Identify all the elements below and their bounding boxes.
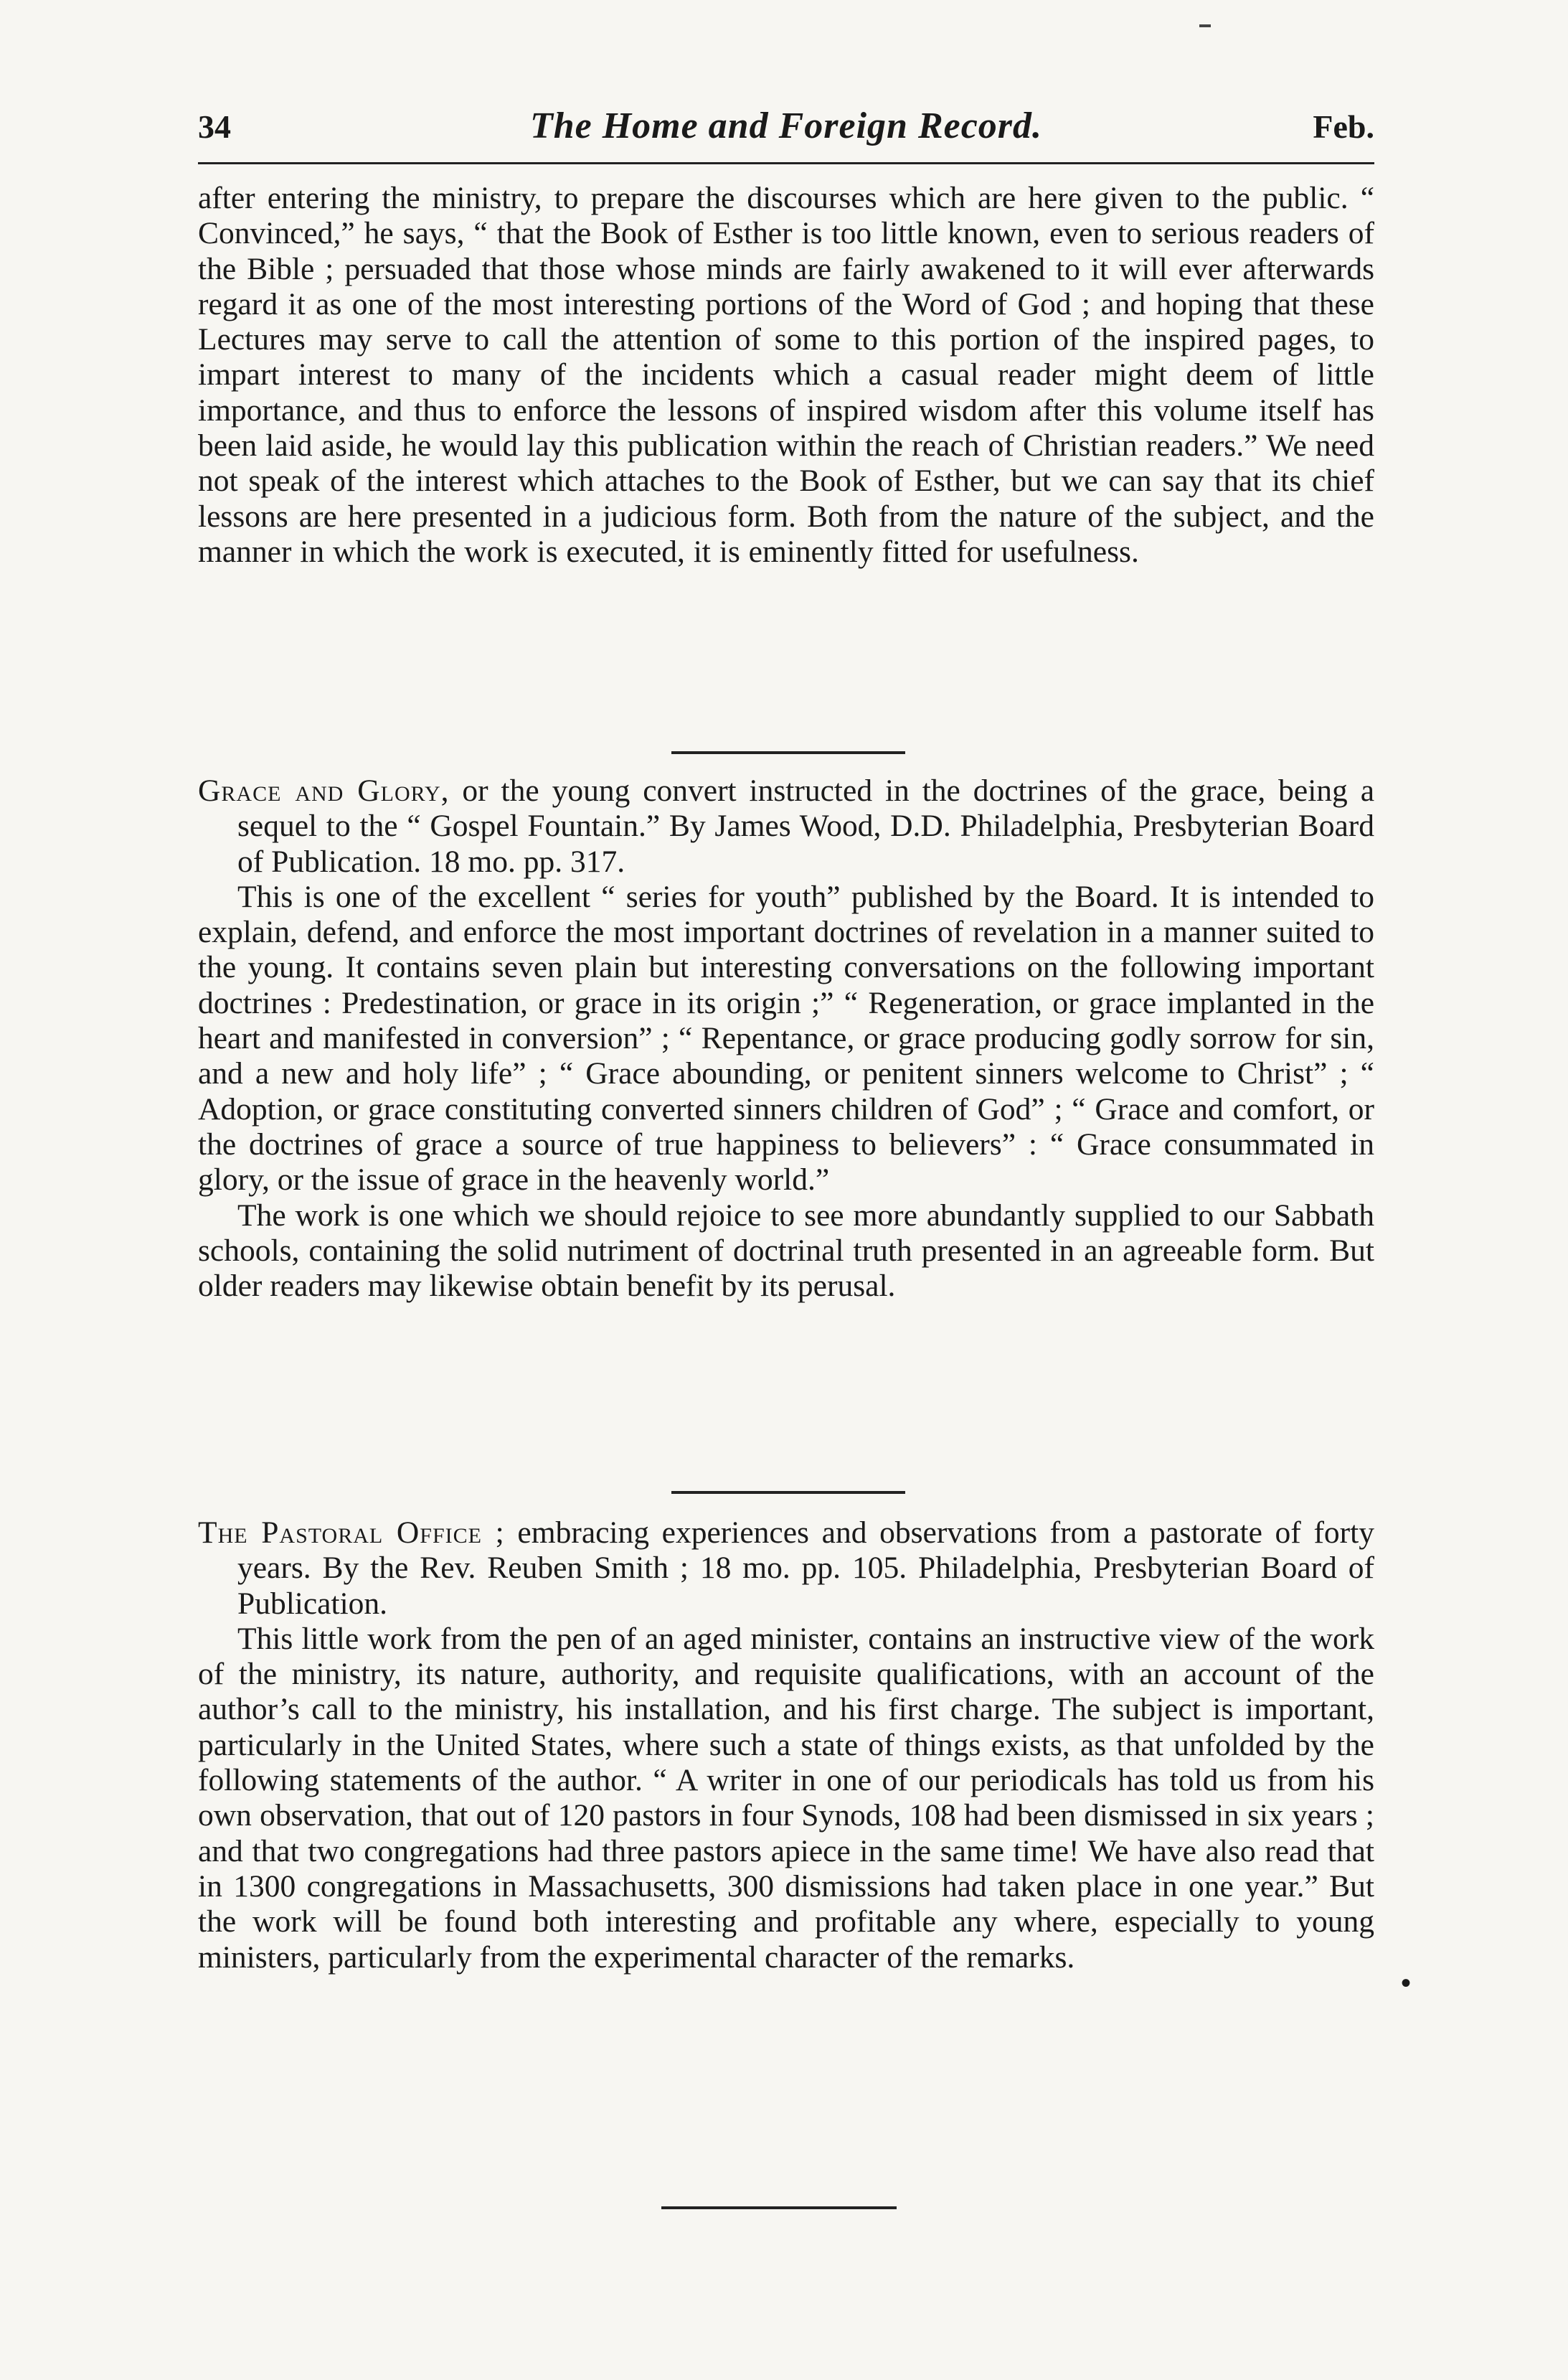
margin-mark: • (1401, 1967, 1412, 1999)
header-rule (198, 162, 1374, 164)
page-mark (1199, 24, 1211, 27)
book-citation: or the young convert instructed in the doctrines of the grace, being a sequel to the “ Gospel Fountain.” By James Wood, D.D. Philadelphia, Presbyterian Board of Publication. 18 mo. pp. 317. (237, 773, 1375, 879)
review-entry (198, 773, 1374, 1304)
book-citation: embracing experiences and observations from a pastorate of forty years. By the Rev. Reuben Smith ; 18 mo. pp. 105. Philadelphia, Presbyterian Board of Publication. (237, 1515, 1375, 1621)
review-heading (198, 773, 1374, 880)
review-heading (198, 1515, 1374, 1622)
review-paragraph: This little work from the pen of an aged minister, contains an instructive view of the work of the ministry, its nature, authority, and requisite qualifications, with an account of the author’s call to the ministry, his installation, and his first charge. The subject is important, particularly in the United States, where such a state of things exists, as that unfolded by the following statements of the author. “ A writer in one of our periodicals has told us from his own observation, that out of 120 pastors in four Synods, 108 had been dismissed in six years ; and that two congregations had three pastors apiece in the same time! We have also read that in 1300 congregations in Massachusetts, 300 dismissions had taken place in one year.” But the work will be found both interesting and profitable any where, especially to young ministers, particularly from the experimental character of the remarks. (198, 1621, 1374, 1975)
section-divider (671, 751, 905, 754)
review-paragraph: This is one of the excellent “ series for youth” published by the Board. It is intended to explain, defend, and enforce the most important doctrines of revelation in a manner suited to the young. It contains seven plain but interesting conversations on the following important doctrines : Predestination, or grace in its origin ;” “ Regeneration, or grace implanted in the heart and manifested in conversion” ; “ Repentance, or grace producing godly sorrow for sin, and a new and holy life” ; “ Grace abounding, or penitent sinners welcome to Christ” ; “ Adoption, or grace constituting converted sinners children of God” ; “ Grace and comfort, or the doctrines of grace a source of true happiness to believers” : “ Grace consummated in glory, or the issue of grace in the heavenly world.” (198, 879, 1374, 1198)
review-entry (198, 1515, 1374, 1975)
page-number: 34 (198, 108, 231, 145)
running-title: The Home and Foreign Record. (529, 105, 1043, 146)
issue-month: Feb. (1313, 108, 1374, 145)
running-header (198, 100, 1374, 151)
review-paragraph: The work is one which we should rejoice to see more abundantly supplied to our Sabbath schools, containing the solid nutriment of doctrinal truth presented in an agreeable form. But older readers may likewise obtain benefit by its perusal. (198, 1198, 1374, 1304)
section-divider (671, 1491, 905, 1494)
section-divider (661, 2206, 897, 2209)
book-title: The Pastoral Office ; (198, 1515, 505, 1550)
intro-paragraph: after entering the ministry, to prepare the discourses which are here given to the public. “ Convinced,” he says, “ that the Book of Esther is too little known, even to serious readers of the Bible ; persuaded that those whose minds are fairly awakened to it will ever afterwards regard it as one of the most interesting portions of the Word of God ; and hoping that these Lectures may serve to call the attention of some to this portion of the inspired pages, to impart interest to many of the incidents which a casual reader might deem of little importance, and thus to enforce the lessons of inspired wisdom after this volume itself has been laid aside, he would lay this publication within the reach of Christian readers.” We need not speak of the interest which attaches to the Book of Esther, but we can say that its chief lessons are here presented in a judicious form. Both from the nature of the subject, and the manner in which the work is executed, it is eminently fitted for usefulness. (198, 181, 1374, 569)
book-title: Grace and Glory, (198, 773, 450, 808)
